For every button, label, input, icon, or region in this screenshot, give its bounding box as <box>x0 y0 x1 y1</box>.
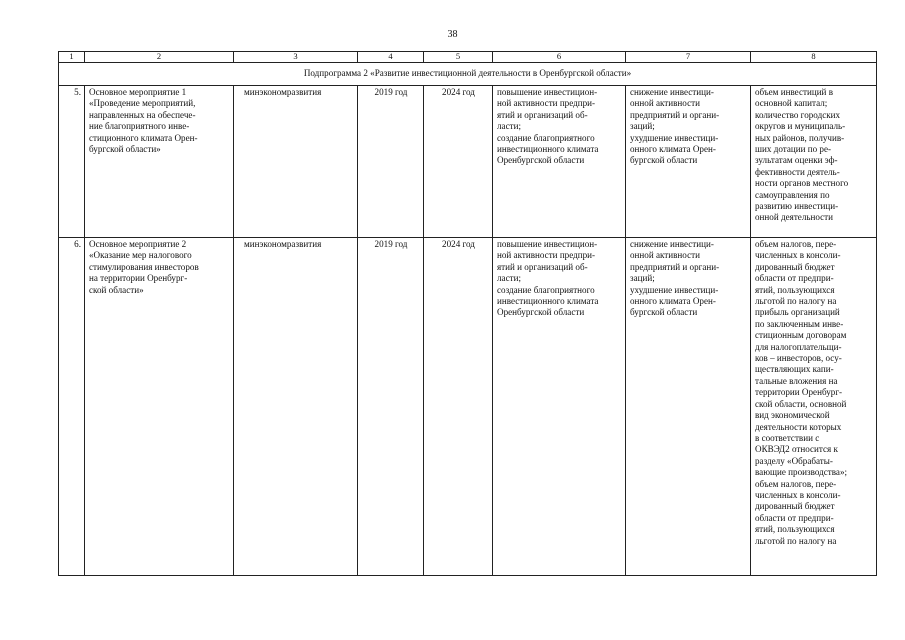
executor-cell: минэкономразвития <box>234 86 358 238</box>
table-row <box>59 238 877 576</box>
table-row <box>59 86 877 238</box>
column-number: 4 <box>358 52 424 63</box>
executor-cell: минэкономразвития <box>234 238 358 576</box>
column-number: 2 <box>85 52 234 63</box>
indicators-cell: объем инвестиций в основной капитал; количество городских округов и муниципаль- ных районов, получив- ших дотации по ре- зультатам оценки эф- фективности деятель- ности органов местного самоуправления по развитию инвестици- онной деятельности <box>751 86 877 238</box>
column-number: 1 <box>59 52 85 63</box>
end-year-cell: 2024 год <box>424 238 493 576</box>
page-number: 38 <box>447 29 458 40</box>
measure-cell: Основное мероприятие 1 «Проведение мероприятий, направленных на обеспече- ние благоприятного инве- стиционного климата Орен- бургской области» <box>85 86 234 238</box>
column-number: 5 <box>424 52 493 63</box>
expected-result-cell: повышение инвестицион- ной активности предпри- ятий и организаций об- ласти; создание благоприятного инвестиционного климата Оренбургской области <box>493 86 626 238</box>
consequences-cell: снижение инвестици- онной активности предприятий и органи- заций; ухудшение инвестици- онного климата Орен- бургской области <box>626 238 751 576</box>
column-number: 6 <box>493 52 626 63</box>
row-number: 6. <box>59 238 85 576</box>
indicators-cell: объем налогов, пере- численных в консоли- дированный бюджет области от предпри- ятий, пользующихся льготой по налогу на прибыль организаций по заключенным инве- стиционным договорам для налогоплательщи- ков – инвесторов, осу- ществляющих капи- тальные вложения на территории Оренбург- ской области, основной вид экономической деятельности которых в соответствии с ОКВЭД2 относится к разделу «Обрабаты- вающие производства»; объем налогов, пере- численных в консоли- дированный бюджет области от предпри- ятий, пользующихся льготой по налогу на <box>751 238 877 576</box>
consequences-cell: снижение инвестици- онной активности предприятий и органи- заций; ухудшение инвестици- онного климата Орен- бургской области <box>626 86 751 238</box>
expected-result-cell: повышение инвестицион- ной активности предпри- ятий и организаций об- ласти; создание благоприятного инвестиционного климата Оренбургской области <box>493 238 626 576</box>
start-year-cell: 2019 год <box>358 238 424 576</box>
column-number-row <box>59 52 877 63</box>
start-year-cell: 2019 год <box>358 86 424 238</box>
measures-table <box>58 51 877 576</box>
subprogram-title: Подпрограмма 2 «Развитие инвестиционной деятельности в Оренбургской области» <box>59 63 877 86</box>
column-number: 8 <box>751 52 877 63</box>
column-number: 3 <box>234 52 358 63</box>
measure-cell: Основное мероприятие 2 «Оказание мер налогового стимулирования инвесторов на территории Оренбург- ской области» <box>85 238 234 576</box>
subprogram-row <box>59 63 877 86</box>
column-number: 7 <box>626 52 751 63</box>
end-year-cell: 2024 год <box>424 86 493 238</box>
row-number: 5. <box>59 86 85 238</box>
